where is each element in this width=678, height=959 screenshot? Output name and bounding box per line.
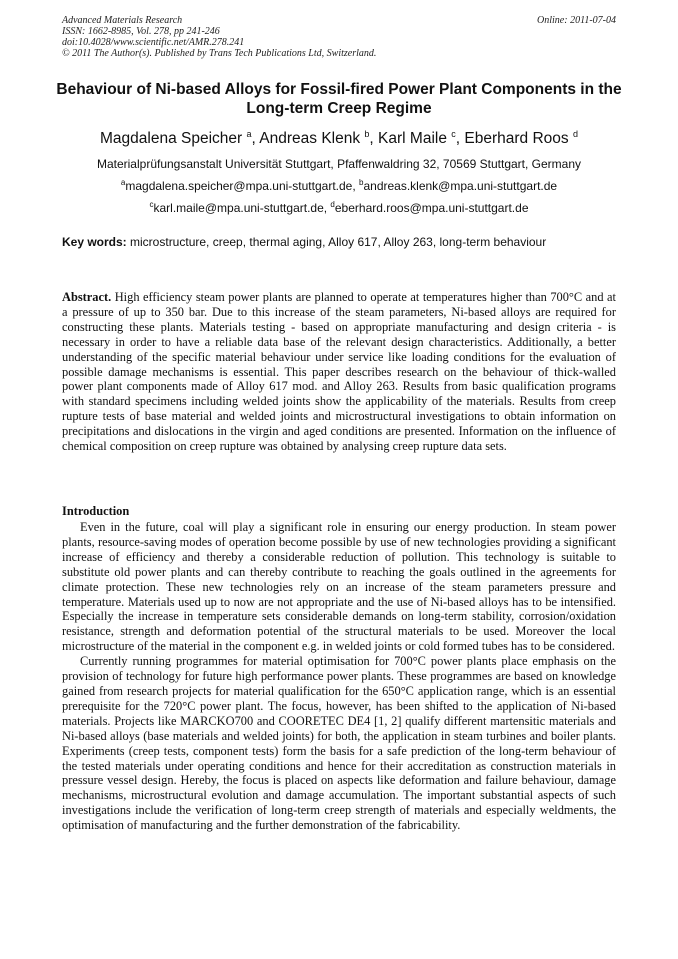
keywords-text: microstructure, creep, thermal aging, Alloy 617, Alloy 263, long-term behaviour	[126, 235, 547, 249]
author-name: Eberhard Roos	[464, 130, 569, 147]
doi-line: doi:10.4028/www.scientific.net/AMR.278.241	[62, 37, 245, 48]
author-affil-mark: d	[572, 128, 578, 139]
author-list	[30, 130, 648, 148]
issn-line: ISSN: 1662-8985, Vol. 278, pp 241-246	[62, 26, 220, 37]
email-affil-mark: c	[149, 200, 154, 209]
author-affil-mark: b	[364, 128, 370, 139]
author-separator: ,	[251, 130, 260, 147]
journal-header	[62, 15, 616, 59]
email-link[interactable]: eberhard.roos@mpa.uni-stuttgart.de	[334, 201, 529, 215]
abstract-label: Abstract.	[62, 290, 112, 304]
email-link[interactable]: andreas.klenk@mpa.uni-stuttgart.de	[363, 179, 558, 193]
email-affil-mark: b	[359, 178, 364, 187]
email-link[interactable]: magdalena.speicher@mpa.uni-stuttgart.de,	[125, 179, 360, 193]
keywords-label: Key words:	[62, 235, 127, 249]
email-line	[30, 179, 648, 194]
author-separator: ,	[455, 130, 465, 147]
author-affil-mark: a	[246, 128, 252, 139]
email-link[interactable]: karl.maile@mpa.uni-stuttgart.de,	[153, 201, 331, 215]
keywords	[62, 235, 616, 250]
introduction-body	[62, 520, 616, 833]
journal-name: Advanced Materials Research	[62, 15, 183, 26]
author-name: Magdalena Speicher	[100, 130, 243, 147]
author-name: Andreas Klenk	[259, 130, 361, 147]
abstract	[62, 290, 616, 454]
affiliation: Materialprüfungsanstalt Universität Stuttgart, Pfaffenwaldring 32, 70569 Stuttgart, Germany	[96, 157, 582, 171]
copyright-line: © 2011 The Author(s). Published by Trans Tech Publications Ltd, Switzerland.	[62, 48, 377, 59]
email-affil-mark: d	[330, 200, 335, 209]
author-affil-mark: c	[451, 128, 456, 139]
online-date: Online: 2011-07-04	[537, 15, 616, 26]
section-heading-introduction: Introduction	[62, 504, 130, 518]
email-affil-mark: a	[120, 178, 126, 187]
body-paragraph: Currently running programmes for material optimisation for 700°C power plants place emphasis on the provision of technology for future high performance power plants. These programmes are based on knowledge gained from research projects for material qualification for the 650°C application range, which is an essential prerequisite for the 720°C power plant. The focus, however, has been shifted to the application of Ni-based materials. Projects like MARCKO700 and COORETEC DE4 [1, 2] qualify different martensitic materials and Ni-based alloys (base materials and welded joints) for both, the application in steam turbines and boiler plants. Experiments (creep tests, component tests) form the basis for a safe prediction of the long-term behaviour of the tested materials under operating conditions and hence for their accreditation as construction materials in pressure vessel design. Hereby, the focus is placed on aspects like deformation and failure behaviour, damage mechanisms, microstructural evolution and damage accumulation. The important substantial aspects of such investigations include the verification of long-term creep strength of materials and especially weldments, the optimisation of manufacturing and the further demonstration of the fabricability.	[62, 654, 616, 833]
paper-title: Behaviour of Ni-based Alloys for Fossil-fired Power Plant Components in the Long-term Creep Regime	[56, 81, 622, 117]
author-name: Karl Maile	[378, 130, 447, 147]
body-paragraph: Even in the future, coal will play a significant role in ensuring our energy production. In steam power plants, resource-saving modes of operation become possible by use of new technologies providing a significant increase of efficiency and thereby a considerable reduction of pollution. This technology is suitable to substitute old power plants and can thereby contribute to reaching the goals outlined in the agreements for climate protection. These new technologies rely on an increase of the steam parameters pressure and temperature. Materials used up to now are not appropriate and the use of Ni-based alloys has to be intensified. Especially the increase in temperature sets considerable demands on long-term stability, corrosion/oxidation resistance, strength and deformation potential of the structural materials to be used. Moreover the local microstructure of the material in the component e.g. in welded joints or cold formed tubes has to be considered.	[62, 520, 616, 654]
abstract-text: High efficiency steam power plants are planned to operate at temperatures higher than 700°C and at a pressure of up to 350 bar. Due to this increase of the steam parameters, Ni-based alloys are required for constructing these plants. Materials testing - based on appropriate manufacturing and design criteria - is necessary in order to have a reliable data base of the relevant design characteristics. Additionally, a better understanding of the specific material behaviour under service like loading conditions for the evaluation of possible damage mechanisms is essential. This paper describes research on the behaviour of thick-walled power plant components made of Alloy 617 mod. and Alloy 263. Results from basic qualification programs with standard specimens including welded joints show the applicability of the materials. Results from creep rupture tests of base material and welded joints and microstructural investigations to obtain information on precipitations and dislocations in the virgin and aged conditions are presented. Information on the influence of chemical composition on creep rupture was obtained by analysing creep rupture data sets.	[62, 290, 616, 454]
email-line	[30, 201, 648, 216]
author-separator: ,	[369, 130, 379, 147]
